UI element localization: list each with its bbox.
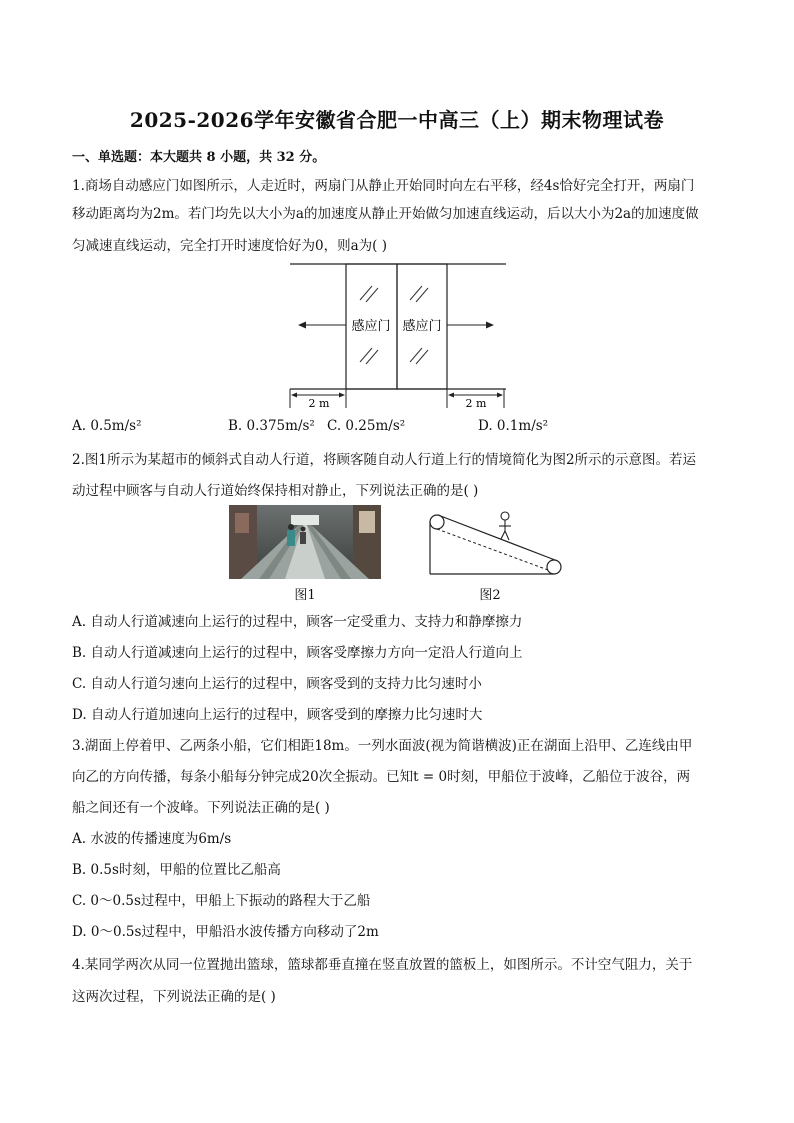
q2-option-d[interactable]: D. 自动人行道加速向上运行的过程中，顾客受到的摩擦力比匀速时大 — [72, 707, 483, 723]
bottom-roller — [547, 560, 561, 574]
section-header: 一、单选题：本大题共 8 小题，共 32 分。 — [72, 150, 326, 165]
q1-option-b[interactable]: B. 0.375m/s² — [228, 418, 315, 434]
q2-option-a[interactable]: A. 自动人行道减速向上运行的过程中，顾客一定受重力、支持力和静摩擦力 — [72, 614, 523, 630]
q2-fig1-caption: 图1 — [294, 588, 316, 603]
q3-line-1: 3.湖面上停着甲、乙两条小船，它们相距18m。一列水面波(视为简谐横波)正在湖面上沿甲、乙连线由甲 — [72, 738, 693, 754]
exam-title: 2025-2026学年安徽省合肥一中高三（上）期末物理试卷 — [129, 108, 665, 132]
q2-line-2: 动过程中顾客与自动人行道始终保持相对静止，下列说法正确的是( ) — [72, 483, 479, 499]
q2-fig2-caption: 图2 — [479, 588, 501, 603]
q1-line-3: 匀减速直线运动，完全打开时速度恰好为0，则a为( ) — [72, 238, 387, 254]
q1-option-c[interactable]: C. 0.25m/s² — [327, 418, 406, 434]
q1-line-2: 移动距离均为2m。若门均先以大小为a的加速度从静止开始做匀加速直线运动，后以大小为2a的加速度做 — [72, 206, 699, 222]
q4-line-2: 这两次过程，下列说法正确的是( ) — [72, 989, 276, 1005]
q2-escalator-photo — [229, 505, 381, 579]
q1-option-d[interactable]: D. 0.1m/s² — [478, 418, 549, 434]
q1-option-a[interactable]: A. 0.5m/s² — [72, 418, 142, 434]
person-figure — [499, 512, 511, 540]
q3-option-d[interactable]: D. 0～0.5s过程中，甲船沿水波传播方向移动了2m — [72, 924, 379, 940]
dim-right-label: 2 m — [465, 397, 487, 410]
q2-escalator-diagram — [422, 505, 568, 585]
q4-line-1: 4.某同学两次从同一位置抛出篮球，篮球都垂直撞在竖直放置的篮板上，如图所示。不计空气阻力，关于 — [72, 957, 693, 973]
q3-line-3: 船之间还有一个波峰。下列说法正确的是( ) — [72, 800, 330, 816]
q2-option-b[interactable]: B. 自动人行道减速向上运行的过程中，顾客受摩擦力方向一定沿人行道向上 — [72, 645, 523, 661]
q2-option-c[interactable]: C. 自动人行道匀速向上运行的过程中，顾客受到的支持力比匀速时小 — [72, 676, 482, 692]
door-right-label: 感应门 — [402, 319, 442, 334]
q1-door-diagram — [288, 258, 508, 410]
q3-option-a[interactable]: A. 水波的传播速度为6m/s — [72, 831, 232, 847]
q2-line-1: 2.图1所示为某超市的倾斜式自动人行道，将顾客随自动人行道上行的情境简化为图2所示的示意图。若运 — [72, 452, 697, 468]
q3-option-b[interactable]: B. 0.5s时刻，甲船的位置比乙船高 — [72, 862, 281, 878]
dim-left-label: 2 m — [308, 397, 330, 410]
q3-line-2: 向乙的方向传播，每条小船每分钟完成20次全振动。已知t = 0时刻，甲船位于波峰，乙船位于波谷，两 — [72, 769, 691, 785]
q3-option-c[interactable]: C. 0～0.5s过程中，甲船上下振动的路程大于乙船 — [72, 893, 371, 909]
q1-line-1: 1.商场自动感应门如图所示，人走近时，两扇门从静止开始同时向左右平移，经4s恰好完全打开，两扇门 — [72, 178, 695, 194]
door-left-label: 感应门 — [351, 319, 391, 334]
